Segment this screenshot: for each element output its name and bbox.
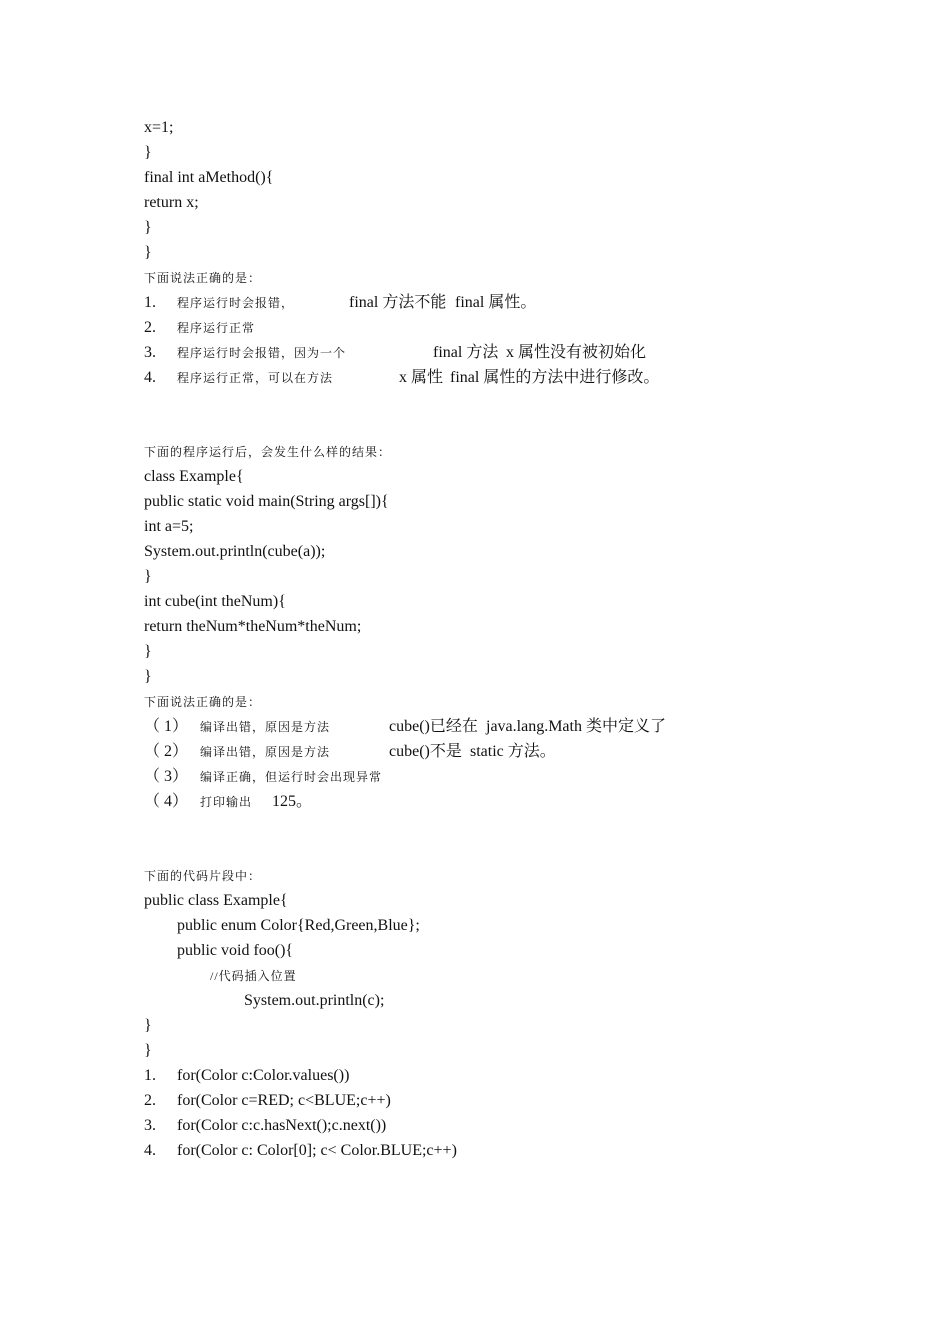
option-text: static 方法。	[470, 743, 556, 760]
code-line: int cube(int theNum){	[144, 593, 286, 610]
option-text: for(Color c:c.hasNext();c.next())	[177, 1117, 387, 1134]
option-text: x 属性	[399, 369, 444, 386]
code-line: }	[144, 643, 152, 660]
option-text: 编译正确，但运行时会出现异常	[200, 770, 383, 784]
code-line: }	[144, 1017, 152, 1034]
option-text: final 属性的方法中进行修改。	[450, 369, 660, 386]
option-text: cube()不是	[389, 743, 462, 760]
code-line: }	[144, 144, 152, 161]
option-number: 4.	[144, 369, 156, 386]
code-line: class Example{	[144, 468, 244, 485]
question-prompt: 下面说法正确的是：	[144, 271, 262, 285]
option-text: 125。	[272, 793, 313, 810]
option-text: 程序运行正常，可以在方法	[177, 371, 334, 385]
option-number: 1.	[144, 294, 156, 311]
option-text: for(Color c:Color.values())	[177, 1067, 350, 1084]
code-line: }	[144, 568, 152, 585]
option-text: final 方法	[433, 344, 499, 361]
option-text: 程序运行时会报错，	[177, 296, 295, 310]
option-number: （ 4）	[144, 793, 189, 810]
option-number: （ 3）	[144, 768, 189, 785]
code-line: System.out.println(cube(a));	[144, 543, 326, 560]
option-text: 编译出错，原因是方法	[200, 720, 331, 734]
option-text: x 属性没有被初始化	[506, 344, 647, 361]
question-prompt: 下面的程序运行后，会发生什么样的结果：	[144, 445, 392, 459]
code-line: x=1;	[144, 119, 174, 136]
question-prompt: 下面的代码片段中：	[144, 869, 262, 883]
option-number: （ 2）	[144, 743, 189, 760]
option-text: java.lang.Math 类中定义了	[486, 718, 666, 735]
code-line: System.out.println(c);	[244, 992, 385, 1009]
code-line: }	[144, 668, 152, 685]
option-number: 1.	[144, 1067, 156, 1084]
option-number: 2.	[144, 1092, 156, 1109]
option-text: 打印输出	[200, 795, 253, 809]
option-text: 程序运行正常	[177, 321, 256, 335]
option-text: for(Color c: Color[0]; c< Color.BLUE;c++)	[177, 1142, 457, 1159]
code-line: return x;	[144, 194, 199, 211]
option-number: 4.	[144, 1142, 156, 1159]
question-prompt: 下面说法正确的是：	[144, 695, 262, 709]
code-line: int a=5;	[144, 518, 194, 535]
code-line: public void foo(){	[177, 942, 294, 959]
code-line: }	[144, 219, 152, 236]
option-number: 3.	[144, 1117, 156, 1134]
option-number: （ 1）	[144, 718, 189, 735]
option-text: cube()已经在	[389, 718, 478, 735]
option-text: 程序运行时会报错，因为一个	[177, 346, 347, 360]
option-text: final 属性。	[455, 294, 537, 311]
code-line: return theNum*theNum*theNum;	[144, 618, 362, 635]
code-line: public class Example{	[144, 892, 288, 909]
code-comment: //代码插入位置	[210, 969, 297, 983]
code-line: }	[144, 1042, 152, 1059]
option-text: for(Color c=RED; c<BLUE;c++)	[177, 1092, 391, 1109]
code-line: }	[144, 244, 152, 261]
code-line: public enum Color{Red,Green,Blue};	[177, 917, 420, 934]
option-text: final 方法不能	[349, 294, 447, 311]
option-number: 2.	[144, 319, 156, 336]
option-text: 编译出错，原因是方法	[200, 745, 331, 759]
code-line: public static void main(String args[]){	[144, 493, 389, 510]
option-number: 3.	[144, 344, 156, 361]
code-line: final int aMethod(){	[144, 169, 274, 186]
